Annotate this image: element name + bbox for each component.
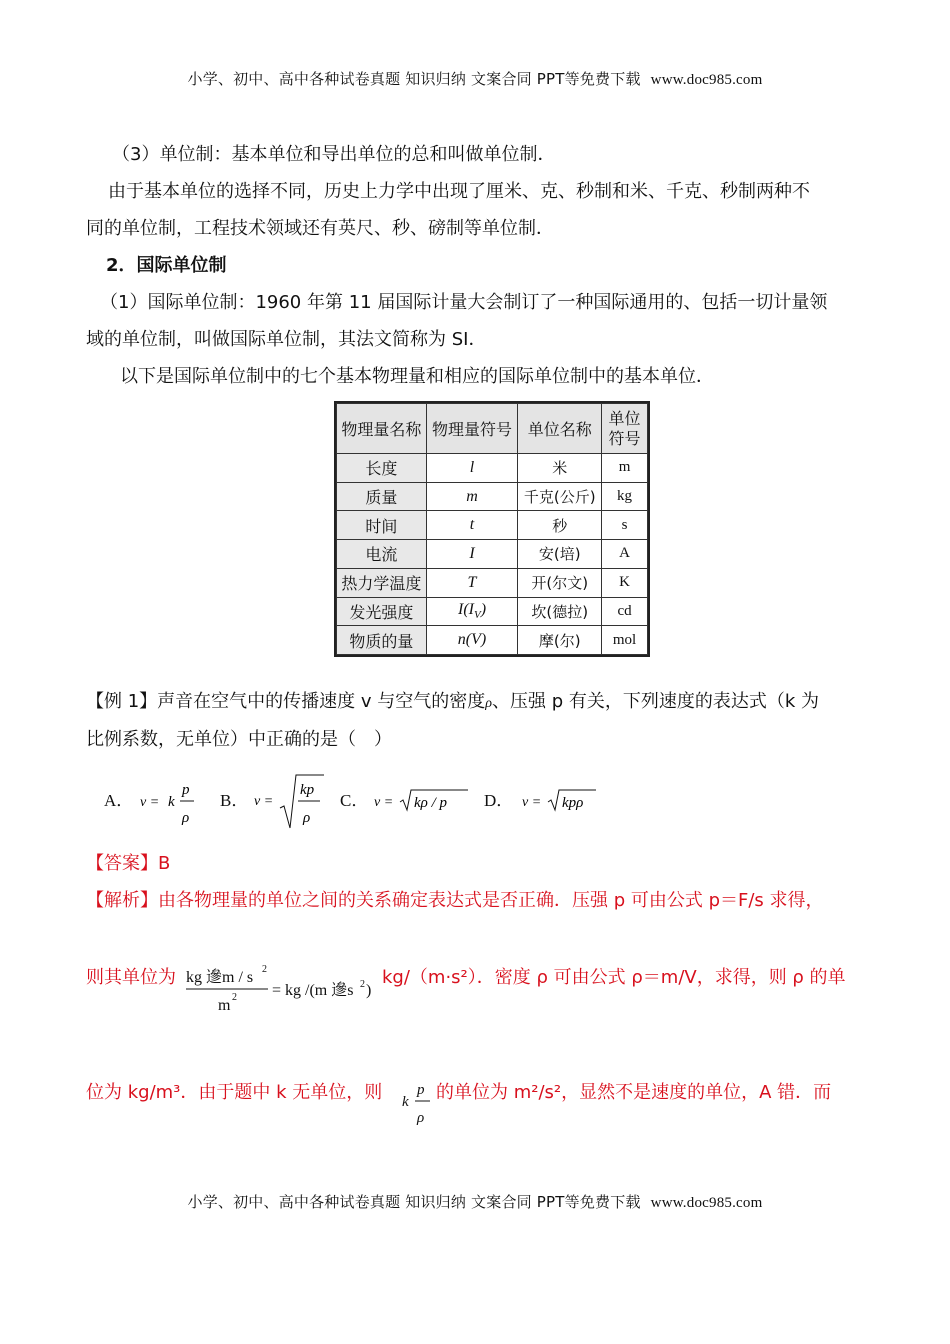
table-row [337, 626, 648, 655]
formula-b-kp: kp [300, 782, 315, 798]
paragraph-history-2: 同的单位制，工程技术领域还有英尺、秒、磅制等单位制． [86, 218, 554, 239]
table-row [337, 568, 648, 597]
table-row [337, 482, 648, 511]
footer-site[interactable]: www.doc985.com [650, 1195, 763, 1211]
cell-abbr: mol [602, 626, 648, 655]
paragraph-si-2: 域的单位制，叫做国际单位制，其法文简称为 SI． [86, 329, 487, 350]
cell-name: 热力学温度 [337, 568, 427, 597]
kp-rho-k: k [402, 1094, 409, 1110]
cell-symbol: m [426, 482, 518, 511]
paragraph-history-1: 由于基本单位的选择不同，历史上力学中出现了厘米、克、秒制和米、千克、秒制两种不 [108, 181, 810, 202]
table-row [337, 454, 648, 483]
table-row [337, 511, 648, 540]
cell-symbol: l [426, 454, 518, 483]
cell-symbol: n(V) [426, 626, 518, 655]
paragraph-table-intro: 以下是国际单位制中的七个基本物理量和相应的国际单位制中的基本单位． [120, 366, 714, 387]
unit-formula-rhs-end: ) [366, 982, 372, 999]
unit-formula-num-sq: 2 [262, 964, 267, 975]
cell-unit: 千克(公斤) [518, 482, 602, 511]
analysis-unit-formula [184, 958, 374, 1018]
header-text: 小学、初中、高中各种试卷真题 知识归纳 文案合同 PPT等免费下载 [187, 70, 641, 88]
option-b-label[interactable]: B． [220, 791, 249, 810]
table-row [337, 597, 648, 626]
header-site[interactable]: www.doc985.com [650, 72, 763, 88]
option-c-formula [372, 786, 472, 816]
cell-name: 发光强度 [337, 597, 427, 626]
header-quantity-name: 物理量名称 [337, 404, 427, 454]
analysis-line3-end: 的单位为 m²/s²，显然不是速度的单位，A 错．而 [436, 1082, 832, 1103]
cell-abbr: m [602, 454, 648, 483]
analysis-line2-start: 则其单位为 [86, 967, 176, 988]
unit-formula-numerator: kg 遪m / s [186, 969, 254, 986]
cell-unit: 开(尔文) [518, 568, 602, 597]
cell-name: 电流 [337, 540, 427, 569]
formula-d-body: kpρ [562, 795, 584, 811]
example-text-a: 【例 1】声音在空气中的传播速度 v 与空气的密度 [86, 691, 486, 712]
header-unit-symbol [602, 404, 648, 454]
header-unit-name: 单位名称 [518, 404, 602, 454]
cell-abbr: K [602, 568, 648, 597]
cell-symbol: T [426, 568, 518, 597]
unit-formula-rhs-sq: 2 [360, 979, 365, 990]
analysis-line3-start: 位为 kg/m³．由于题中 k 无单位，则 [86, 1082, 383, 1103]
formula-b-veq: v = [254, 794, 274, 809]
paragraph-unit-system: （3）单位制：基本单位和导出单位的总和叫做单位制． [112, 144, 556, 165]
unit-formula-den-sq: 2 [232, 992, 237, 1003]
paragraph-si-1: （1）国际单位制：1960 年第 11 届国际计量大会制订了一种国际通用的、包括一切计量领 [100, 292, 828, 313]
cell-unit: 安(培) [518, 540, 602, 569]
si-units-table [334, 401, 650, 657]
header-quantity-symbol: 物理量符号 [426, 404, 518, 454]
formula-a-veq: v = [140, 795, 160, 810]
unit-formula-denominator: m [218, 997, 231, 1014]
cell-abbr: A [602, 540, 648, 569]
formula-a-k: k [168, 794, 175, 810]
header-unit-symbol-line2: 符号 [608, 428, 641, 448]
analysis-line1: 【解析】由各物理量的单位之间的关系确定表达式是否正确．压强 p 可由公式 p＝F/s 求得， [86, 890, 824, 911]
cell-symbol-sub: V [473, 609, 481, 622]
example-rho: ρ [485, 696, 493, 711]
answer-label: 【答案】B [86, 853, 171, 874]
option-d-formula [520, 786, 600, 816]
option-a-formula [138, 774, 202, 830]
cell-name: 物质的量 [337, 626, 427, 655]
cell-symbol [426, 597, 518, 626]
cell-unit: 坎(德拉) [518, 597, 602, 626]
cell-symbol-end: ) [480, 601, 487, 619]
kp-rho-p: p [417, 1082, 425, 1098]
formula-a-rho: ρ [182, 810, 190, 826]
section-heading: 2．国际单位制 [106, 255, 227, 276]
formula-c-veq: v = [374, 795, 394, 810]
table-header-row [337, 404, 648, 454]
cell-abbr: kg [602, 482, 648, 511]
option-d-label[interactable]: D． [484, 791, 514, 810]
cell-unit: 秒 [518, 511, 602, 540]
cell-abbr: cd [602, 597, 648, 626]
page-header [0, 68, 950, 89]
cell-unit: 米 [518, 454, 602, 483]
cell-name: 时间 [337, 511, 427, 540]
cell-name: 质量 [337, 482, 427, 511]
example-question-line1 [86, 690, 819, 716]
header-unit-symbol-line1: 单位 [608, 408, 641, 428]
table-row [337, 540, 648, 569]
cell-symbol: I [426, 540, 518, 569]
cell-name: 长度 [337, 454, 427, 483]
cell-abbr: s [602, 511, 648, 540]
cell-unit: 摩(尔) [518, 626, 602, 655]
cell-symbol-main: I(I [457, 601, 474, 619]
option-c-label[interactable]: C． [340, 791, 369, 810]
page-footer [0, 1191, 950, 1212]
example-text-b: 、压强 p 有关，下列速度的表达式（k 为 [492, 691, 820, 712]
kp-rho-rho: ρ [417, 1110, 425, 1126]
option-a-label[interactable]: A． [104, 791, 134, 810]
formula-d-veq: v = [522, 795, 542, 810]
analysis-kp-rho-formula [400, 1074, 434, 1130]
formula-a-p: p [182, 782, 190, 798]
analysis-line2-end: kg/（m·s²）．密度 ρ 可由公式 ρ＝m/V，求得，则 ρ 的单 [382, 967, 846, 988]
cell-symbol: t [426, 511, 518, 540]
formula-c-body: kρ / p [414, 795, 448, 811]
unit-formula-rhs: = kg /(m 遪s [272, 982, 354, 999]
footer-text: 小学、初中、高中各种试卷真题 知识归纳 文案合同 PPT等免费下载 [187, 1193, 641, 1211]
option-b-formula [252, 772, 326, 832]
formula-b-rho: ρ [303, 810, 311, 826]
example-question-line2: 比例系数，无单位）中正确的是（ ） [86, 729, 392, 750]
